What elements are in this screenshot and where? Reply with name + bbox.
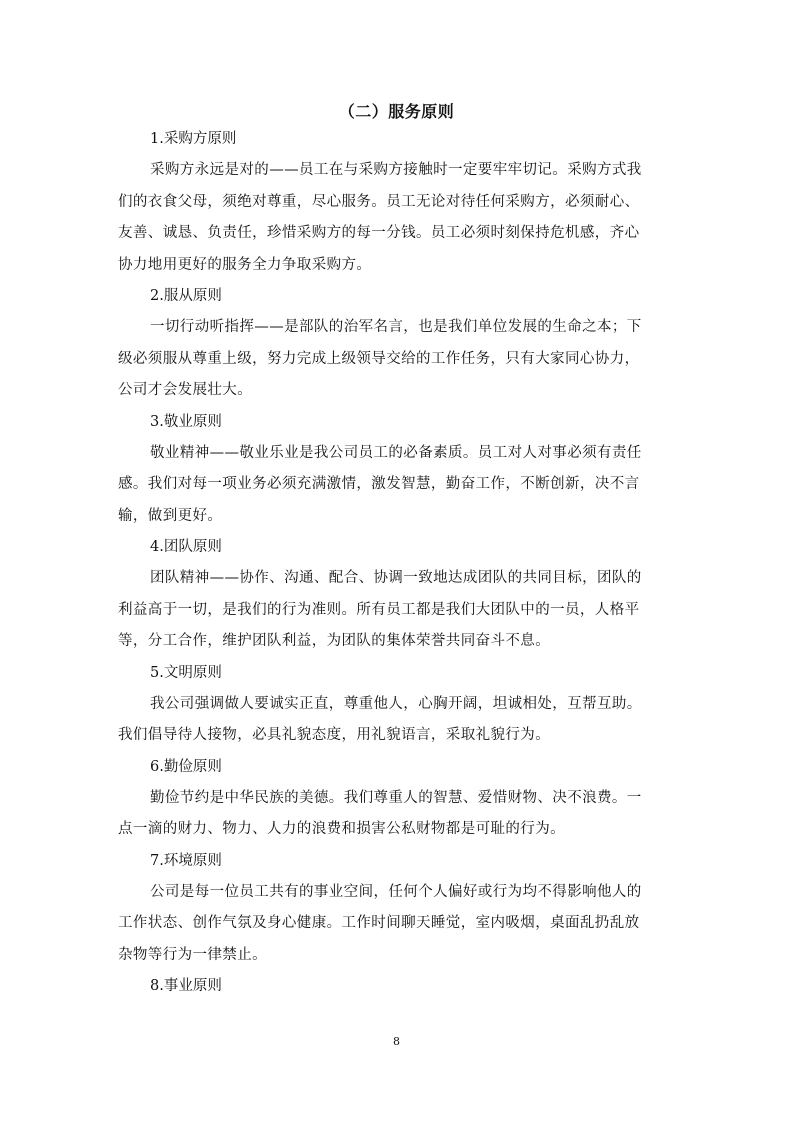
section-8 (118, 971, 685, 1002)
section-3 (118, 407, 685, 533)
section-heading: 5.文明原则 (150, 664, 222, 681)
paragraph-line: 工作状态、创作气氛及身心健康。工作时间聊天睡觉，室内吸烟，桌面乱扔乱放 (118, 915, 640, 931)
section-6 (118, 752, 685, 846)
paragraph-line: 公司才会发展壮大。 (118, 382, 253, 398)
section-heading: 3.敬业原则 (150, 413, 222, 430)
paragraph-line: 协力地用更好的服务全力争取采购方。 (118, 256, 372, 273)
paragraph-line: 级必须服从尊重上级，努力完成上级领导交给的工作任务，只有大家同心协力， (118, 350, 640, 367)
section-paragraph (118, 689, 685, 752)
section-paragraph (118, 438, 685, 533)
section-1 (118, 124, 685, 281)
section-heading: 6.勤俭原则 (150, 758, 222, 775)
paragraph-line: 公司是每一位员工共有的事业空间，任何个人偏好或行为均不得影响他人的 (150, 883, 642, 900)
section-paragraph (118, 563, 685, 658)
paragraph-line: 我公司强调做人要诚实正直，尊重他人，心胸开阔，坦诚相处，互帮互助。 (150, 695, 642, 712)
paragraph-line: 等，分工合作，维护团队利益，为团队的集体荣誉共同奋斗不息。 (118, 633, 551, 649)
section-paragraph (118, 312, 685, 407)
section-7 (118, 846, 685, 972)
section-heading: 7.环境原则 (150, 852, 222, 869)
paragraph-line: 利益高于一切，是我们的行为准则。所有员工都是我们大团队中的一员，人格平 (118, 601, 640, 618)
paragraph-line: 输，做到更好。 (118, 507, 223, 524)
paragraph-line: 们的衣食父母，须绝对尊重，尽心服务。员工无论对待任何采购方，必须耐心、 (118, 193, 640, 210)
paragraph-line: 杂物等行为一律禁止。 (118, 946, 267, 963)
paragraph-line: 感。我们对每一项业务必须充满激情，激发智慧，勤奋工作，不断创新，决不言 (118, 476, 640, 492)
section-paragraph (118, 155, 685, 281)
paragraph-line: 我们倡导待人接物，必具礼貌态度，用礼貌语言，采取礼貌行为。 (118, 727, 551, 743)
page-title: （二）服务原则 (338, 102, 455, 121)
section-5 (118, 658, 685, 752)
section-2 (118, 281, 685, 407)
section-paragraph (118, 783, 685, 846)
section-heading: 8.事业原则 (150, 978, 222, 994)
section-4 (118, 532, 685, 658)
paragraph-line: 友善、诚恳、负责任，珍惜采购方的每一分钱。员工必须时刻保持危机感，齐心 (118, 225, 640, 241)
paragraph-line: 一切行动听指挥——是部队的治军名言，也是我们单位发展的生命之本；下 (150, 319, 642, 335)
paragraph-line: 勤俭节约是中华民族的美德。我们尊重人的智慧、爱惜财物、决不浪费。一 (150, 789, 642, 806)
section-heading: 2.服从原则 (150, 288, 222, 304)
document-body (118, 124, 685, 1002)
paragraph-line: 敬业精神——敬业乐业是我公司员工的必备素质。员工对人对事必须有责任 (150, 444, 642, 461)
page-number: 8 (393, 1035, 400, 1048)
section-paragraph (118, 877, 685, 972)
paragraph-line: 点一滴的财力、物力、人力的浪费和损害公私财物都是可耻的行为。 (118, 821, 565, 837)
paragraph-line: 采购方永远是对的——员工在与采购方接触时一定要牢牢切记。采购方式我 (150, 162, 642, 178)
section-heading: 4.团队原则 (150, 539, 222, 555)
paragraph-line: 团队精神——协作、沟通、配合、协调一致地达成团队的共同目标，团队的 (150, 570, 642, 586)
section-heading: 1.采购方原则 (150, 131, 237, 147)
